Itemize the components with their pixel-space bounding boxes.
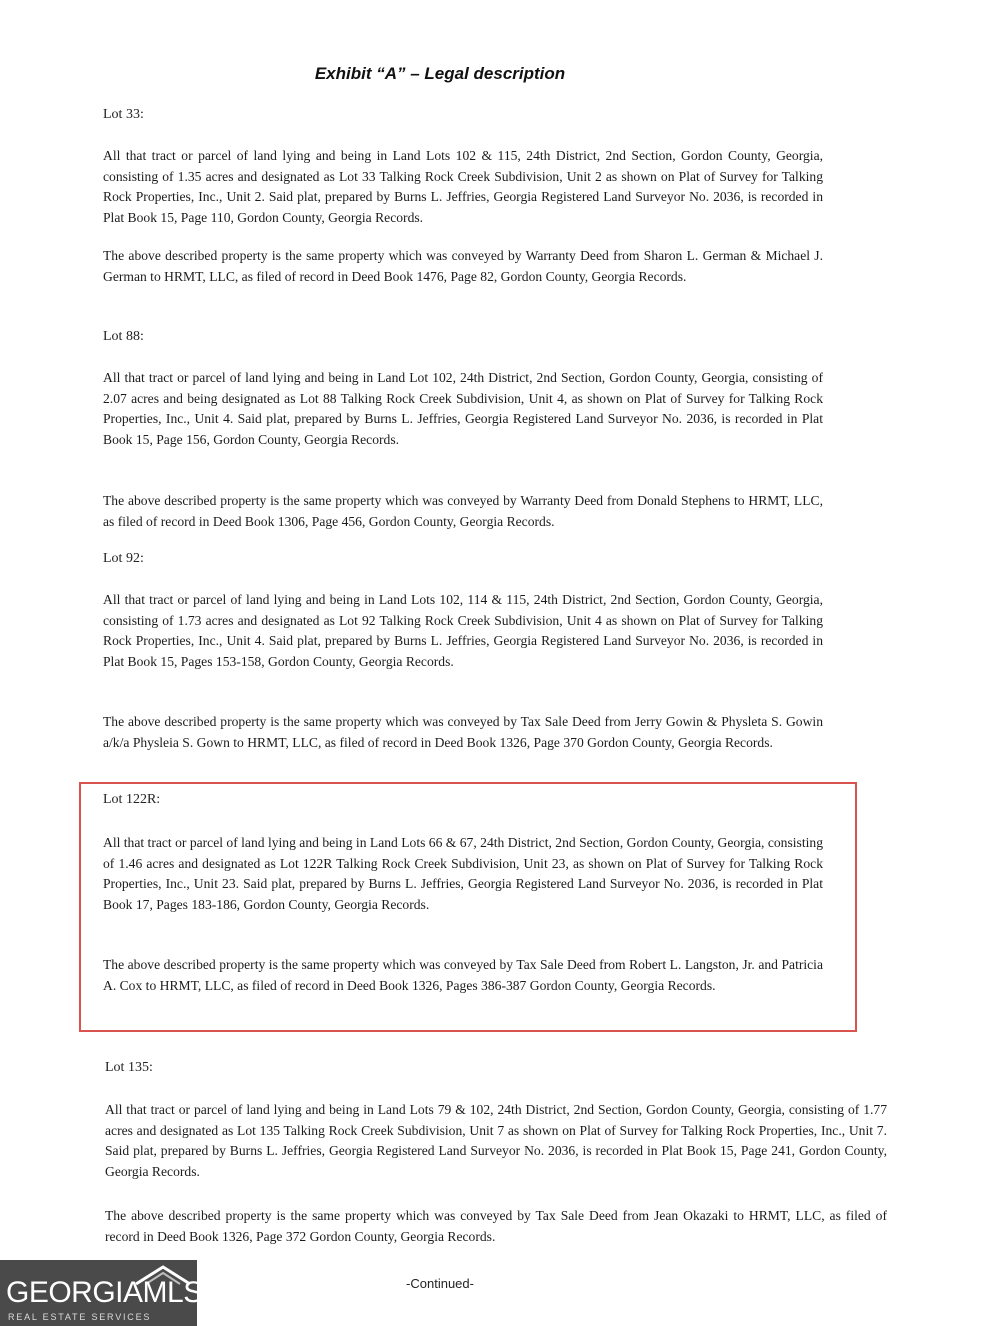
page-title: Exhibit “A” – Legal description: [314, 64, 566, 83]
lot-88-conveyance: The above described property is the same property which was conveyed by Warranty Deed from Donald Stephens to HRMT, LLC, as filed of record in Deed Book 1306, Page 456, Gordon County, Georgia Records.: [103, 493, 823, 529]
lot-92-label: Lot 92:: [103, 551, 144, 566]
lot-92-description: All that tract or parcel of land lying and being in Land Lots 102, 114 & 115, 24th District, 2nd Section, Gordon County, Georgia, consisting of 1.73 acres and designated as Lot 92 Talking Rock Creek Subdivision, Unit 4 as shown on Plat of Survey for Talking Rock Properties, Inc., Unit 4. Said plat, prepared by Burns L. Jeffries, Georgia Registered Land Surveyor No. 2036, is recorded in Plat Book 15, Pages 153-158, Gordon County, Georgia Records.: [103, 592, 823, 669]
logo-tagline: REAL ESTATE SERVICES: [8, 1312, 152, 1322]
continued-footer: -Continued-: [406, 1276, 474, 1291]
lot-122r-conveyance: The above described property is the same property which was conveyed by Tax Sale Deed from Robert L. Langston, Jr. and Patricia A. Cox to HRMT, LLC, as filed of record in Deed Book 1326, Pages 386-387 Gordon County, Georgia Records.: [103, 957, 823, 993]
georgia-mls-logo: [0, 1260, 203, 1326]
lot-33-description: All that tract or parcel of land lying and being in Land Lots 102 & 115, 24th District, 2nd Section, Gordon County, Georgia, consisting of 1.35 acres and designated as Lot 33 Talking Rock Creek Subdivision, Unit 2 as shown on Plat of Survey for Talking Rock Properties, Inc., Unit 2. Said plat, prepared by Burns L. Jeffries, Georgia Registered Land Surveyor No. 2036, is recorded in Plat Book 15, Page 110, Gordon County, Georgia Records.: [103, 148, 823, 225]
logo-wordmark: [6, 1276, 203, 1310]
logo-brand-right: MLS: [142, 1276, 203, 1309]
lot-92-conveyance: The above described property is the same property which was conveyed by Tax Sale Deed from Jerry Gowin & Physleta S. Gowin a/k/a Physleia S. Gown to HRMT, LLC, as filed of record in Deed Book 1326, Page 370 Gordon County, Georgia Records.: [103, 714, 823, 750]
lot-135-conveyance: The above described property is the same property which was conveyed by Tax Sale Deed from Jean Okazaki to HRMT, LLC, as filed of record in Deed Book 1326, Page 372 Gordon County, Georgia Records.: [105, 1208, 887, 1244]
logo-brand-left: GEORGIA: [6, 1276, 143, 1309]
lot-135-label: Lot 135:: [105, 1060, 153, 1075]
lot-33-label: Lot 33:: [103, 107, 144, 122]
lot-88-label: Lot 88:: [103, 329, 144, 344]
lot-122r-description: All that tract or parcel of land lying and being in Land Lots 66 & 67, 24th District, 2nd Section, Gordon County, Georgia, consisting of 1.46 acres and designated as Lot 122R Talking Rock Creek Subdivision, Unit 23, as shown on Plat of Survey for Talking Rock Properties, Inc., Unit 23. Said plat, prepared by Burns L. Jeffries, Georgia Registered Land Surveyor No. 2036, is recorded in Plat Book 17, Pages 183-186, Gordon County, Georgia Records.: [103, 835, 823, 912]
lot-135-description: All that tract or parcel of land lying and being in Land Lots 79 & 102, 24th District, 2nd Section, Gordon County, Georgia, consisting of 1.77 acres and designated as Lot 135 Talking Rock Creek Subdivision, Unit 7 as shown on Plat of Survey for Talking Rock Properties, Inc., Unit 7. Said plat, prepared by Burns L. Jeffries, Georgia Registered Land Surveyor No. 2036, is recorded in Plat Book 15, Page 241, Gordon County, Georgia Records.: [105, 1102, 887, 1179]
lot-33-conveyance: The above described property is the same property which was conveyed by Warranty Deed from Sharon L. German & Michael J. German to HRMT, LLC, as filed of record in Deed Book 1476, Page 82, Gordon County, Georgia Records.: [103, 248, 823, 284]
lot-122r-label: Lot 122R:: [103, 792, 161, 807]
lot-88-description: All that tract or parcel of land lying and being in Land Lot 102, 24th District, 2nd Section, Gordon County, Georgia, consisting of 2.07 acres and being designated as Lot 88 Talking Rock Creek Subdivision, Unit 4, as shown on Plat of Survey for Talking Rock Properties, Inc., Unit 4. Said plat, prepared by Burns L. Jeffries, Georgia Registered Land Surveyor No. 2036, is recorded in Plat Book 15, Page 156, Gordon County, Georgia Records.: [103, 370, 823, 447]
